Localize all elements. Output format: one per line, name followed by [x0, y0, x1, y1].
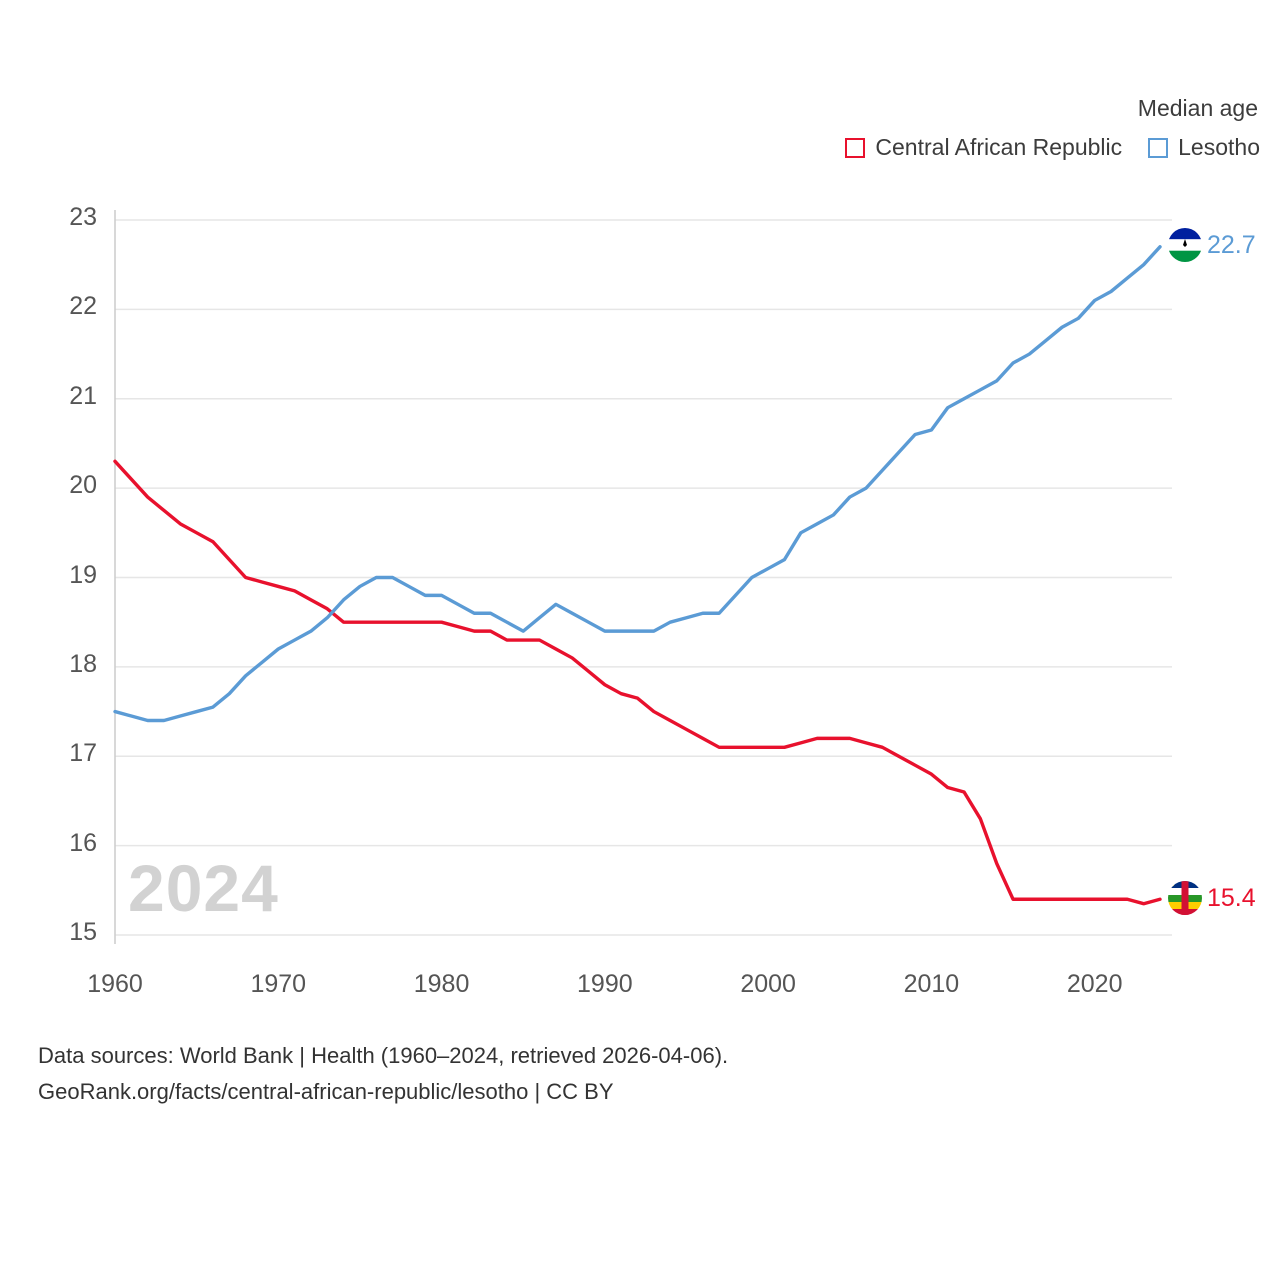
series-line-0: [115, 461, 1160, 903]
y-tick-label: 23: [69, 203, 97, 231]
x-tick-label: 2000: [740, 970, 796, 998]
x-tick-label: 2020: [1066, 970, 1123, 998]
footer-sources: [38, 1038, 728, 1111]
legend-title: Median age: [1137, 95, 1258, 121]
year-watermark: 2024: [128, 851, 279, 925]
flag-icon-lesotho: [1168, 228, 1202, 262]
y-tick-label: 18: [69, 649, 97, 678]
y-tick-label: 19: [69, 560, 97, 589]
footer-line-2: GeoRank.org/facts/central-african-republic/lesotho | CC BY: [38, 1079, 614, 1105]
x-tick-label: 2010: [903, 970, 960, 998]
flag-icon-central-african-republic: [1168, 881, 1202, 915]
y-tick-label: 22: [69, 292, 97, 321]
y-tick-label: 20: [69, 471, 97, 500]
end-label-central-african-republic: 15.4: [1207, 884, 1256, 912]
y-tick-label: 16: [69, 828, 97, 857]
x-tick-label: 1990: [577, 970, 633, 998]
data-lines: [115, 247, 1160, 904]
x-tick-label: 1970: [250, 970, 307, 998]
end-label-lesotho: 22.7: [1207, 231, 1256, 259]
footer-line-1: Data sources: World Bank | Health (1960–2024, retrieved 2026-04-06).: [38, 1043, 729, 1068]
legend-label-lesotho: Lesotho: [1178, 134, 1260, 160]
y-tick-label: 17: [69, 739, 97, 768]
x-tick-label: 1980: [413, 970, 470, 998]
x-tick-label: 1960: [87, 970, 143, 998]
y-tick-label: 15: [69, 918, 97, 946]
legend-label-car: Central African Republic: [875, 134, 1123, 160]
series-line-1: [115, 247, 1160, 721]
y-tick-label: 21: [69, 381, 97, 410]
gridlines: [115, 220, 1172, 935]
